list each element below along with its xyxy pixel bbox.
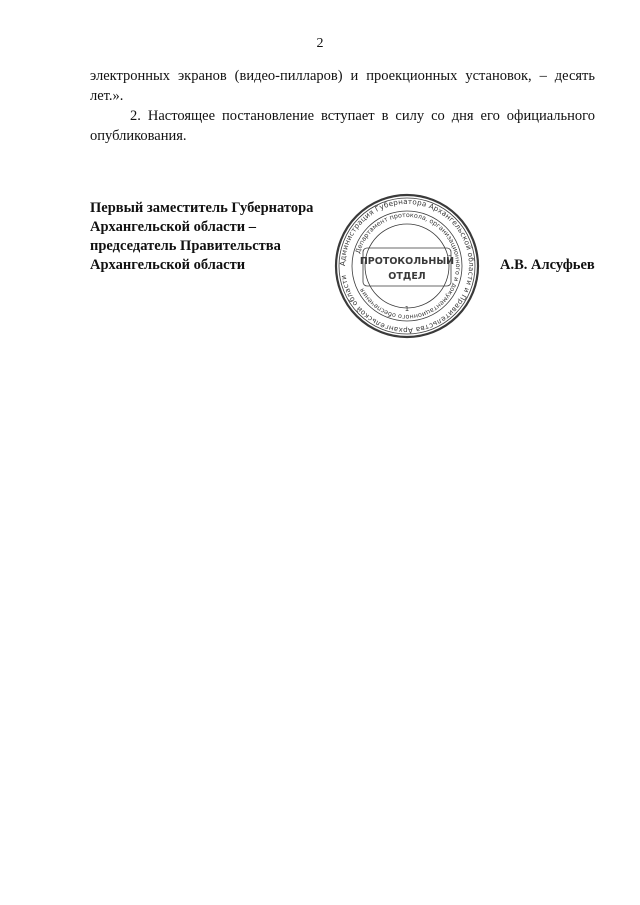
position-line: Первый заместитель Губернатора (90, 200, 314, 216)
position-line: Архангельской области (90, 257, 246, 273)
signatory-position (90, 199, 350, 275)
seal-center-line-2: ОТДЕЛ (388, 271, 426, 282)
document-body (90, 66, 595, 146)
paragraph-continuation: электронных экранов (видео-пилларов) и проекционных установок, – десять лет.». (90, 68, 595, 104)
seal-center-line-1: ПРОТОКОЛЬНЫЙ (359, 256, 455, 267)
paragraph-2: 2. Настоящее постановление вступает в силу со дня его официального опубликования. (90, 108, 595, 144)
signer-name: А.В. Алсуфьев (500, 257, 595, 273)
seal-inner-textpath: Департамент протокола, организационного и документационного обеспечения (353, 210, 463, 322)
seal-number: 1 (404, 305, 410, 313)
position-line: Архангельской области – (90, 219, 256, 235)
position-line: председатель Правительства (90, 238, 281, 254)
seal-outer-textpath: Администрация Губернатора Архангельской области и Правительства Архангельской области (337, 196, 477, 336)
page-number: 2 (316, 36, 324, 51)
official-seal-stamp (333, 192, 481, 340)
